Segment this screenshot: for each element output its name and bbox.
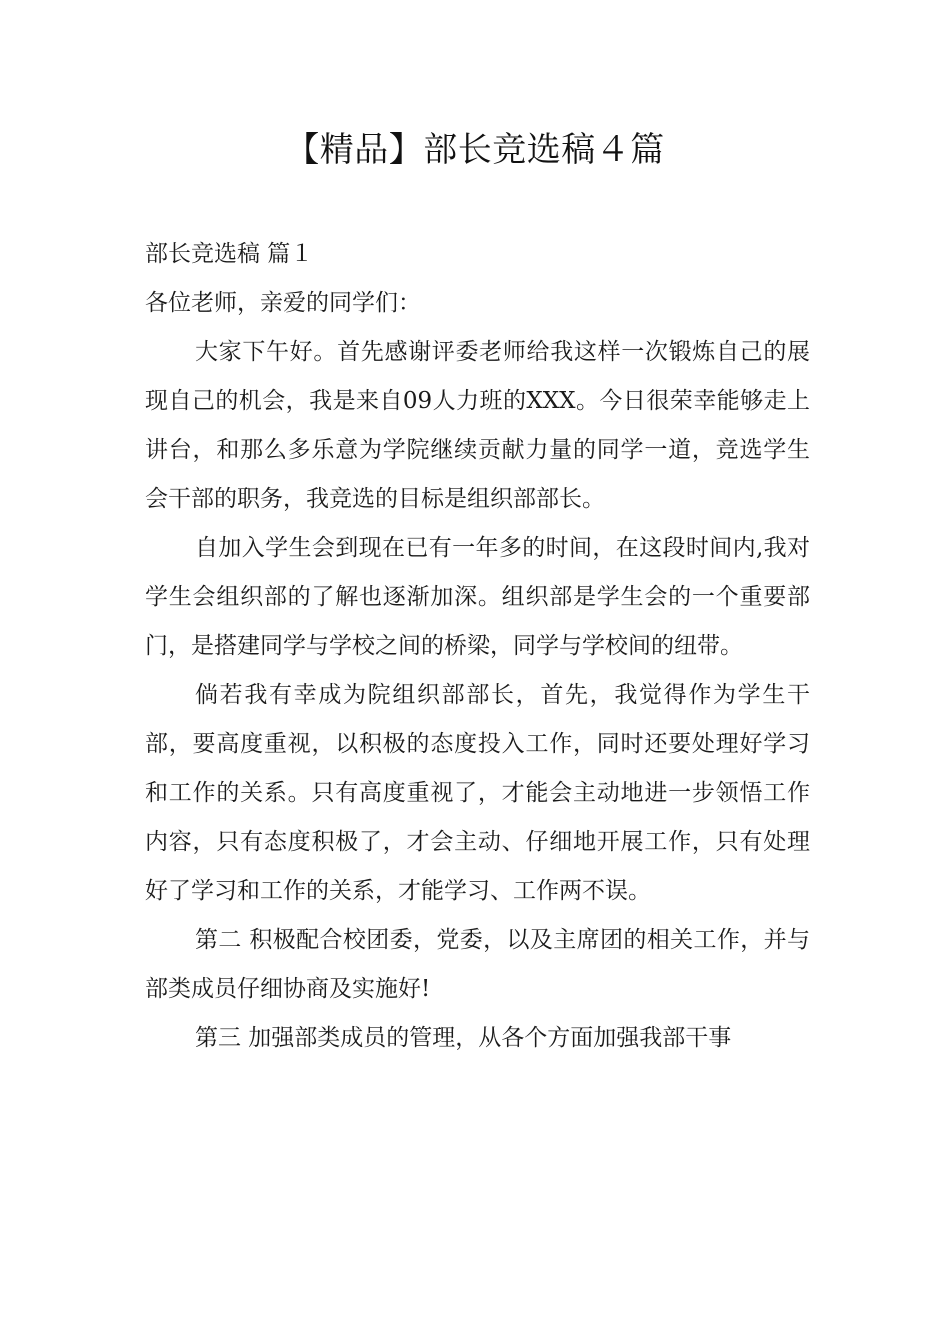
section-heading: 部长竞选稿 篇１ <box>145 241 314 267</box>
salutation: 各位老师，亲爱的同学们： <box>145 290 421 316</box>
paragraph-2: 自加入学生会到现在已有一年多的时间，在这段时间内,我对学生会组织部的了解也逐渐加深。组织部是学生会的一个重要部门，是搭建同学与学校之间的桥梁，同学与学校间的纽带。 <box>145 535 810 659</box>
document-body <box>145 230 810 1063</box>
document-title: 【精品】部长竞选稿４篇 <box>285 130 665 170</box>
paragraph-3: 倘若我有幸成为院组织部部长，首先，我觉得作为学生干部，要高度重视，以积极的态度投入工作，同时还要处理好学习和工作的关系。只有高度重视了，才能会主动地进一步领悟工作内容，只有态度积极了，才会主动、仔细地开展工作，只有处理好了学习和工作的关系，才能学习、工作两不误。 <box>145 682 810 904</box>
paragraph-5: 第三 加强部类成员的管理，从各个方面加强我部干事 <box>195 1025 732 1051</box>
paragraph-1: 大家下午好。首先感谢评委老师给我这样一次锻炼自己的展现自己的机会，我是来自09人力班的XXX。今日很荣幸能够走上讲台，和那么多乐意为学院继续贡献力量的同学一道，竞选学生会干部的职务，我竞选的目标是组织部部长。 <box>145 339 810 512</box>
paragraph-4: 第二 积极配合校团委，党委，以及主席团的相关工作，并与部类成员仔细协商及实施好! <box>145 927 810 1002</box>
